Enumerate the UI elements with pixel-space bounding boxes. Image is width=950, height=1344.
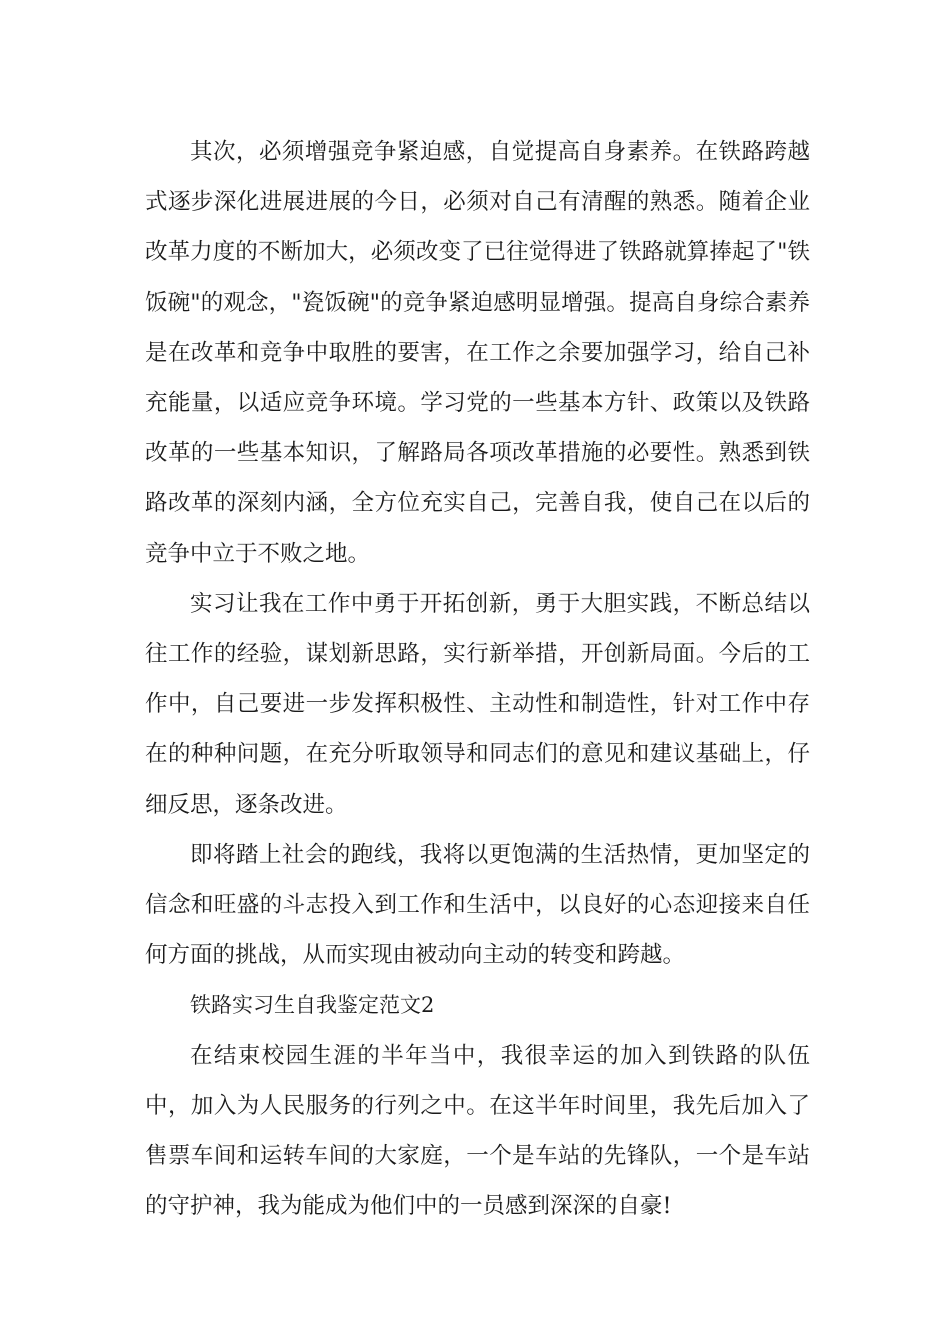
paragraph-internship-innovation: 实习让我在工作中勇于开拓创新，勇于大胆实践，不断总结以往工作的经验，谋划新思路，实行新举措，开创新局面。今后的工作中，自己要进一步发挥积极性、主动性和制造性，针对工作中存在的种种问题，在充分听取领导和同志们的意见和建议基础上，仔细反思，逐条改进。 [145,590,810,818]
document-body [145,127,810,1231]
paragraph-future: 即将踏上社会的跑线，我将以更饱满的生活热情，更加坚定的信念和旺盛的斗志投入到工作和生活中，以良好的心态迎接来自任何方面的挑战，从而实现由被动向主动的转变和跨越。 [145,841,810,969]
paragraph-competition: 其次，必须增强竞争紧迫感，自觉提高自身素养。在铁路跨越式逐步深化进展进展的今日，必须对自己有清醒的熟悉。随着企业改革力度的不断加大，必须改变了已往觉得进了铁路就算捧起了"铁饭碗"的观念，"瓷饭碗"的竞争紧迫感明显增强。提高自身综合素养是在改革和竞争中取胜的要害，在工作之余要加强学习，给自己补充能量，以适应竞争环境。学习党的一些基本方针、政策以及铁路改革的一些基本知识，了解路局各项改革措施的必要性。熟悉到铁路改革的深刻内涵，全方位充实自己，完善自我，使自己在以后的竞争中立于不败之地。 [145,139,810,567]
paragraph-railway-team: 在结束校园生涯的半年当中，我很幸运的加入到铁路的队伍中，加入为人民服务的行列之中。在这半年时间里，我先后加入了售票车间和运转车间的大家庭，一个是车站的先锋队，一个是车站的守护神，我为能成为他们中的一员感到深深的自豪! [145,1042,810,1220]
section-title: 铁路实习生自我鉴定范文2 [190,993,435,1018]
